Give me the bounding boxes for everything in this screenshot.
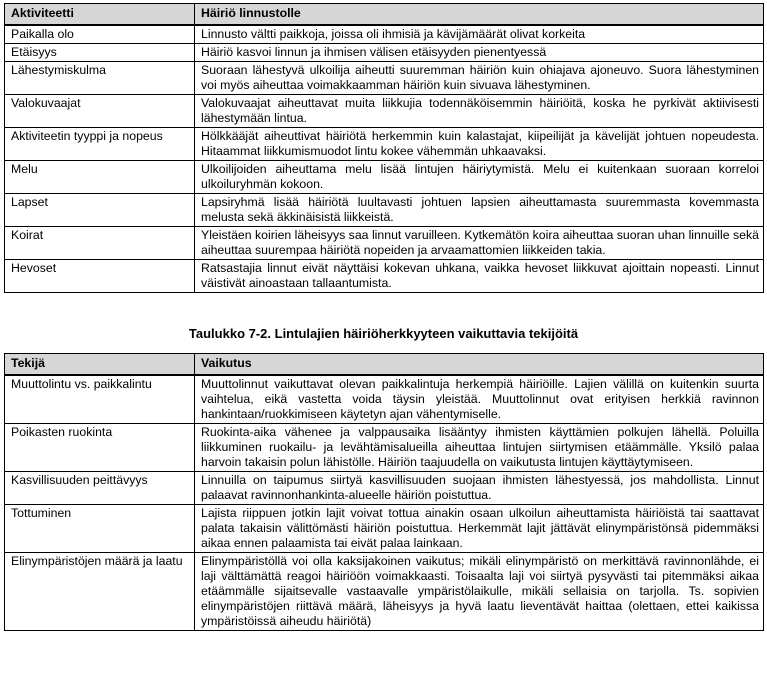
- row-description: Häiriö kasvoi linnun ja ihmisen välisen etäisyyden pienentyessä: [195, 44, 764, 62]
- table-row: [5, 424, 764, 472]
- table-row: [5, 553, 764, 631]
- row-description: Lajista riippuen jotkin lajit voivat tottua ainakin osaan ulkoilun aiheuttamista häiriöistä tai saattavat palata takaisin välittömästi häiriön poistuttua. Herkemmät lajit jättävät elinympäristönsä pidemmäksi aikaa ennen palaamista tai eivät palaa lainkaan.: [195, 505, 764, 553]
- column-header-activity: Aktiviteetti: [5, 4, 195, 26]
- row-label: Hevoset: [5, 260, 195, 293]
- table-row: [5, 44, 764, 62]
- row-label: Melu: [5, 161, 195, 194]
- row-label: Muuttolintu vs. paikkalintu: [5, 375, 195, 424]
- table-row: [5, 25, 764, 44]
- table-row: [5, 227, 764, 260]
- row-description: Ruokinta-aika vähenee ja valppausaika lisääntyy ihmisten käyttämien polkujen lähellä. Poluilla liikkuminen ruokailu- ja levähtämisalueilla aiheuttaa lintujen siirtymisen etäämmälle. Yksilö palaa harvoin takaisin polun lähistölle. Häiriön taajuudella on vaikutusta lintujen käyttäytymiseen.: [195, 424, 764, 472]
- row-description: Lapsiryhmä lisää häiriötä luultavasti johtuen lapsien aiheuttamasta suuremmasta kovemmasta melusta sekä äkkinäisistä liikkeistä.: [195, 194, 764, 227]
- row-label: Aktiviteetin tyyppi ja nopeus: [5, 128, 195, 161]
- row-description: Elinympäristöllä voi olla kaksijakoinen vaikutus; mikäli elinympäristö on merkittävä ravinnonlähde, ei laji välttämättä reagoi häiriöön voimakkaasti. Toisaalta laji voi siirtyä pysyvästi tai pitemmäksi aikaa etäämmälle sijaitsevalle vastaavalle ympäristölaikulle, mikäli sellaisia on tarjolla. Ts. sopivien elinympäristöjen riittävä määrä, läheisyys ja hyvä laatu lieventävät haittaa (olettaen, ettei kaikissa ympäristöissä aiheudu häiriötä): [195, 553, 764, 631]
- row-label: Etäisyys: [5, 44, 195, 62]
- row-description: Ulkoilijoiden aiheuttama melu lisää lintujen häiriytymistä. Melu ei kuitenkaan suoraan korreloi ulkoiluryhmän kokoon.: [195, 161, 764, 194]
- row-label: Poikasten ruokinta: [5, 424, 195, 472]
- table-row: [5, 260, 764, 293]
- table-header-row: [5, 4, 764, 26]
- row-description: Linnusto vältti paikkoja, joissa oli ihmisiä ja kävijämäärät olivat korkeita: [195, 25, 764, 44]
- table-row: [5, 505, 764, 553]
- row-description: Yleistäen koirien läheisyys saa linnut varuilleen. Kytkemätön koira aiheuttaa suoran uhan linnuille sekä aiheuttaa suurempaa häiriötä nopeiden ja arvaamattomien liikkeiden takia.: [195, 227, 764, 260]
- column-header-effect: Vaikutus: [195, 354, 764, 376]
- row-description: Linnuilla on taipumus siirtyä kasvillisuuden suojaan ihmisten lähestyessä, jos mahdollista. Linnut palaavat ravinnonhankinta-alueelle häiriön poistuttua.: [195, 472, 764, 505]
- table-row: [5, 128, 764, 161]
- row-description: Suoraan lähestyvä ulkoilija aiheutti suuremman häiriön kuin ohiajava ajoneuvo. Suora lähestyminen voi myös aiheuttaa voimakkaamman häiriön kuin sivuava lähestyminen.: [195, 62, 764, 95]
- row-label: Lapset: [5, 194, 195, 227]
- table-row: [5, 161, 764, 194]
- row-description: Muuttolinnut vaikuttavat olevan paikkalintuja herkempiä häiriöille. Lajien välillä on kuitenkin suurta vaihtelua, eikä vastetta voida täysin yleistää. Muuttolinnut ovat erityisen herkkiä ravinnon hankintaan/ruokkimiseen käytetyn ajan vähentymiselle.: [195, 375, 764, 424]
- row-description: Hölkkääjät aiheuttivat häiriötä herkemmin kuin kalastajat, kiipeilijät ja kävelijät johtuen nopeudesta. Hitaammat liikkumismuodot lintu kokee vähemmän uhkaavaksi.: [195, 128, 764, 161]
- row-label: Elinympäristöjen määrä ja laatu: [5, 553, 195, 631]
- row-label: Koirat: [5, 227, 195, 260]
- table-row: [5, 194, 764, 227]
- sensitivity-factors-table: [4, 353, 764, 631]
- table-header-row: [5, 354, 764, 376]
- row-label: Paikalla olo: [5, 25, 195, 44]
- row-description: Ratsastajia linnut eivät näyttäisi kokevan uhkana, vaikka hevoset liikkuvat ajoittain nopeasti. Linnut väistivät ainoastaan tallaantumista.: [195, 260, 764, 293]
- row-label: Kasvillisuuden peittävyys: [5, 472, 195, 505]
- activity-disturbance-table: [4, 3, 764, 293]
- table-row: [5, 375, 764, 424]
- row-label: Tottuminen: [5, 505, 195, 553]
- row-label: Valokuvaajat: [5, 95, 195, 128]
- column-header-factor: Tekijä: [5, 354, 195, 376]
- row-description: Valokuvaajat aiheuttavat muita liikkujia todennäköisemmin häiriöitä, koska he pyrkivät aktiivisesti lähestymään lintua.: [195, 95, 764, 128]
- column-header-disturbance: Häiriö linnustolle: [195, 4, 764, 26]
- table-caption: Taulukko 7-2. Lintulajien häiriöherkkyyteen vaikuttavia tekijöitä: [188, 326, 579, 341]
- table-row: [5, 62, 764, 95]
- row-label: Lähestymiskulma: [5, 62, 195, 95]
- table-row: [5, 95, 764, 128]
- table-row: [5, 472, 764, 505]
